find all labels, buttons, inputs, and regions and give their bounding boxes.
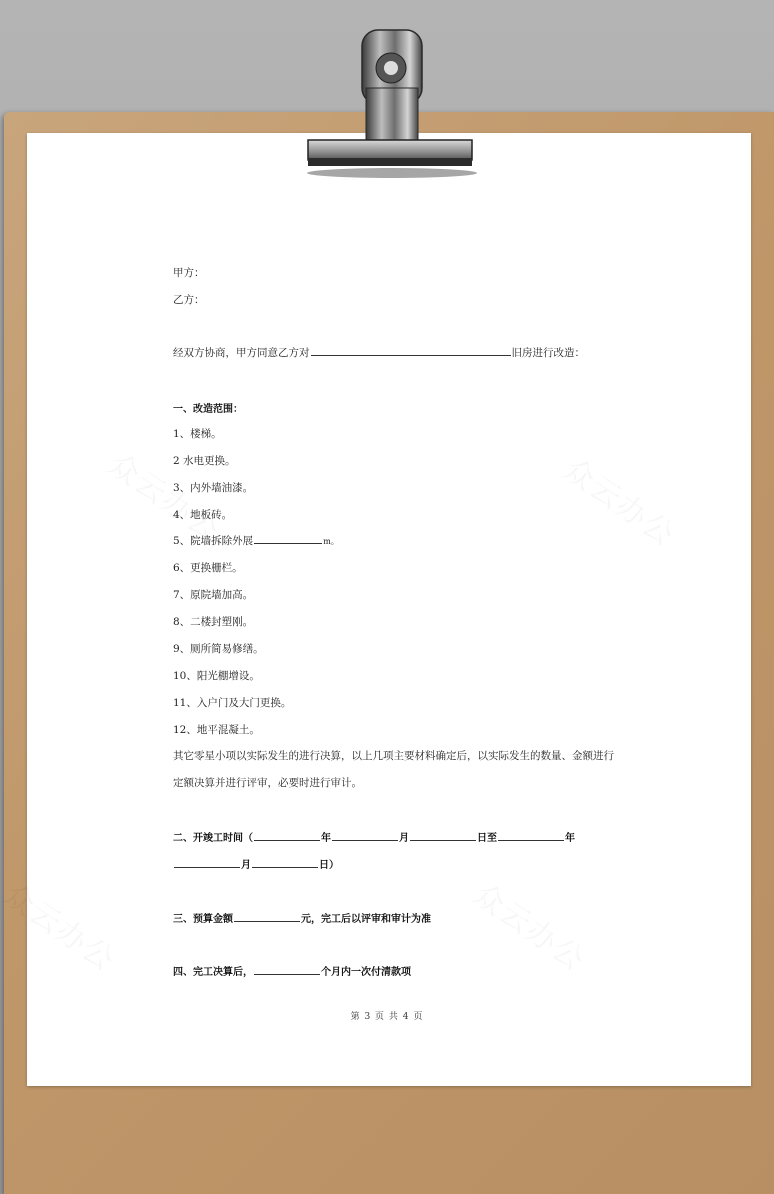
party-a-label: 甲方： (173, 267, 205, 279)
page-number: 第 3 页 共 4 页 (350, 1012, 424, 1022)
unit-label: m。 (323, 537, 339, 546)
list-item: 12、地平混凝土。 (173, 724, 260, 736)
section2-line-2 (173, 856, 339, 871)
section2-line-1 (173, 829, 575, 844)
section1-title: 一、改造范围： (173, 404, 243, 415)
section3-suffix: 元，完工后以评审和审计为准 (301, 914, 431, 925)
document-paper (27, 133, 751, 1086)
year-label: 年 (565, 833, 575, 844)
end-day-blank[interactable] (252, 857, 318, 868)
budget-amount-blank[interactable] (234, 911, 300, 922)
intro-paragraph (173, 345, 585, 360)
extension-length-blank[interactable] (254, 533, 322, 544)
intro-text-after: 旧房进行改造： (511, 347, 585, 359)
watermark (556, 445, 686, 554)
day-end-label: 日） (319, 860, 339, 871)
month-label: 月 (241, 860, 251, 871)
list-item: 4、地板砖。 (173, 509, 233, 521)
end-year-blank[interactable] (498, 830, 564, 841)
list-item: 6、更换栅栏。 (173, 562, 243, 574)
house-address-blank[interactable] (311, 345, 511, 356)
other-items-line-2: 定额决算并进行评审，必要时进行审计。 (173, 777, 362, 789)
section2-prefix: 二、开竣工时间（ (173, 833, 253, 844)
section3-line (173, 910, 431, 925)
payment-months-blank[interactable] (254, 964, 320, 975)
watermark (466, 870, 596, 979)
year-label: 年 (321, 833, 331, 844)
section4-suffix: 个月内一次付清款项 (321, 967, 411, 978)
end-month-blank[interactable] (174, 857, 240, 868)
day-to-label: 日至 (477, 833, 497, 844)
binder-clip (300, 28, 480, 178)
section3-prefix: 三、预算金额 (173, 914, 233, 925)
other-items-line-1: 其它零星小项以实际发生的进行决算，以上几项主要材料确定后，以实际发生的数量、金额进行 (173, 750, 614, 762)
section4-prefix: 四、完工决算后， (173, 967, 253, 978)
list-item: 8、二楼封塑刚。 (173, 616, 254, 628)
list-item: 7、原院墙加高。 (173, 589, 254, 601)
start-day-blank[interactable] (410, 830, 476, 841)
list-item: 10、阳光棚增设。 (173, 670, 260, 682)
binder-clip-icon (300, 28, 480, 178)
section4-line (173, 963, 411, 978)
list-item: 1、楼梯。 (173, 428, 222, 440)
start-year-blank[interactable] (254, 830, 320, 841)
list-item: 9、厕所简易修缮。 (173, 643, 264, 655)
list-item-text: 5、院墙拆除外展 (173, 535, 254, 547)
list-item: 3、内外墙油漆。 (173, 482, 254, 494)
list-item-5 (173, 533, 339, 548)
list-item: 11、入户门及大门更换。 (173, 697, 292, 709)
party-b-label: 乙方： (173, 294, 205, 306)
intro-text-before: 经双方协商，甲方同意乙方对 (173, 347, 310, 359)
start-month-blank[interactable] (332, 830, 398, 841)
month-label: 月 (399, 833, 409, 844)
list-item: 2 水电更换。 (173, 455, 236, 467)
